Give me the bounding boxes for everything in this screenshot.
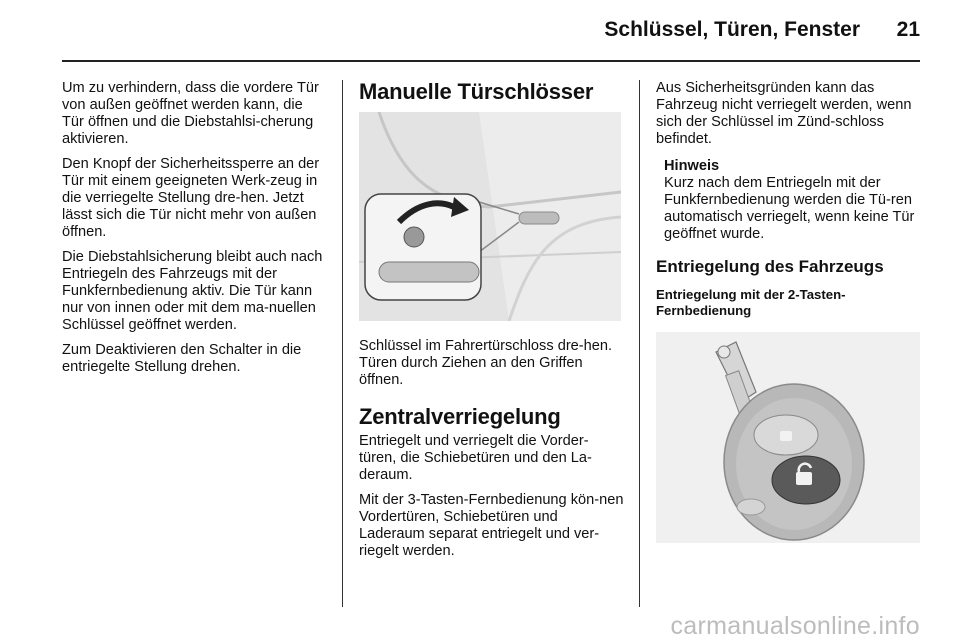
page-number: 21 xyxy=(896,18,920,41)
column-middle-lower xyxy=(359,338,625,568)
paragraph-prevent-opening: Um zu verhindern, dass die vordere Tür von außen geöffnet werden kann, die Tür öffnen und die Diebstahlsi-cherung aktivieren. xyxy=(62,80,319,147)
paragraph-ignition-safety: Aus Sicherheitsgründen kann das Fahrzeug nicht verriegelt werden, wenn sich der Schlüssel im Zünd-schloss befindet. xyxy=(656,80,912,147)
subheading-2-button-remote: Entriegelung mit der 2-Tasten-Fernbedienung xyxy=(656,287,846,318)
header-title: Schlüssel, Türen, Fenster xyxy=(604,18,860,41)
paragraph-anti-theft-active: Die Diebstahlsicherung bleibt auch nach Entriegeln des Fahrzeugs mit der Funkfernbedienung aktiv. Die Tür kann nur von innen oder mit dem ma-nuellen Schlüssel geöffnet werden. xyxy=(62,249,323,333)
note-title: Hinweis xyxy=(664,158,720,174)
door-handle-illustration xyxy=(359,112,621,321)
header-rule xyxy=(62,60,920,62)
column-middle xyxy=(359,80,625,104)
watermark-text: carmanualsonline.info xyxy=(670,612,920,640)
heading-central-locking: Zentralverriegelung xyxy=(359,404,561,429)
heading-manual-door-locks: Manuelle Türschlösser xyxy=(359,79,594,104)
note-box xyxy=(656,158,922,243)
column-left xyxy=(62,80,328,384)
paragraph-deactivate: Zum Deaktivieren den Schalter in die entriegelte Stellung drehen. xyxy=(62,342,302,375)
paragraph-security-lock-knob: Den Knopf der Sicherheitssperre an der Tür mit einem geeigneten Werk-zeug in die verriegelte Stellung dre-hen. Jetzt lässt sich die Tür nicht mehr von außen öffnen. xyxy=(62,156,320,240)
remote-key-drawing xyxy=(656,332,920,543)
paragraph-central-locking-2: Mit der 3-Tasten-Fernbedienung kön-nen Vordertüren, Schiebetüren und Laderaum separat entriegelt und ver-riegelt werden. xyxy=(359,492,624,559)
paragraph-manual-locks: Schlüssel im Fahrertürschloss dre-hen. Türen durch Ziehen an den Griffen öffnen. xyxy=(359,338,613,388)
note-text: Kurz nach dem Entriegeln mit der Funkfernbedienung werden die Tü-ren automatisch verriegelt, wenn keine Tür geöffnet wurde. xyxy=(664,175,915,242)
remote-key-illustration xyxy=(656,332,920,543)
heading-unlocking-vehicle: Entriegelung des Fahrzeugs xyxy=(656,257,884,276)
column-right xyxy=(656,80,922,319)
paragraph-central-locking-1: Entriegelt und verriegelt die Vorder-türen, die Schiebetüren und den La-deraum. xyxy=(359,433,592,483)
column-divider-left xyxy=(342,80,343,607)
door-handle-drawing xyxy=(359,112,621,321)
column-divider-right xyxy=(639,80,640,607)
